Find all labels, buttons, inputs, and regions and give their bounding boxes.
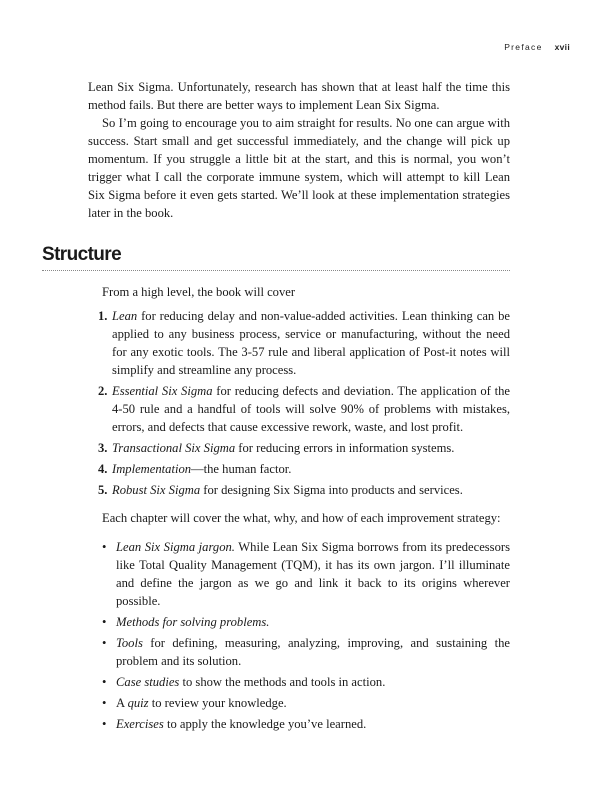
list-term: Lean: [112, 309, 138, 323]
bullet-icon: •: [102, 675, 107, 689]
list-number: 5.: [98, 483, 108, 497]
bullet-text: to apply the knowledge you’ve learned.: [163, 717, 367, 731]
list-term: Implementation: [112, 462, 192, 476]
list-text: —the human factor.: [191, 462, 292, 476]
bullet-text: While Lean Six Sigma borrows from its predecessors like Total Quality Management (TQM), it has its own jargon. I’ll illuminate and define the jargon as we go and link it back to its origins wherever possible.: [116, 540, 510, 608]
list-number: 3.: [98, 441, 108, 455]
bullet-term: Lean Six Sigma jargon.: [116, 540, 235, 554]
list-text: for reducing errors in information systems.: [235, 441, 455, 455]
list-number: 2.: [98, 384, 108, 398]
running-head-section: Preface: [504, 42, 543, 52]
list-term: Robust Six Sigma: [112, 483, 201, 497]
bullet-term: quiz: [127, 696, 149, 710]
list-item: [88, 439, 510, 457]
list-item: [88, 481, 510, 499]
bullet-text: to review your knowledge.: [148, 696, 287, 710]
intro-paragraph: From a high level, the book will cover: [102, 285, 296, 299]
bullet-item: [88, 673, 510, 691]
bullet-item: [88, 694, 510, 712]
continued-paragraph: Lean Six Sigma. Unfortunately, research has shown that at least half the time this method fails. But there are better ways to implement Lean Six Sigma.: [88, 80, 510, 112]
body-text-structure: [88, 283, 510, 736]
list-term: Essential Six Sigma: [112, 384, 213, 398]
section-heading: Structure: [42, 243, 510, 271]
bullet-term: Exercises: [116, 717, 164, 731]
list-text: for reducing delay and non-value-added activities. Lean thinking can be applied to any business process, service or manufacturing, without the need for any exotic tools. The 3-57 rule and liberal application of Post-it notes will simplify and streamline any process.: [112, 309, 510, 377]
bullet-icon: •: [102, 636, 107, 650]
bullet-list: [88, 538, 510, 733]
running-head: [504, 42, 570, 52]
bullet-icon: •: [102, 540, 107, 554]
paragraph: So I’m going to encourage you to aim straight for results. No one can argue with success. Start small and get successful immediately, and the change will pick up momentum. If you struggle a little bit at the start, and this is normal, you won’t trigger what I call the corporate immune system, which will attempt to kill Lean Six Sigma before it even gets started. We’ll look at these implementation strategies later in the book.: [88, 116, 510, 220]
bullet-item: [88, 613, 510, 631]
body-text-top: [88, 78, 510, 222]
page-number: xvii: [554, 42, 570, 52]
mid-paragraph: Each chapter will cover the what, why, and how of each improvement strategy:: [102, 511, 501, 525]
numbered-list: [88, 307, 510, 499]
bullet-item: [88, 538, 510, 610]
bullet-icon: •: [102, 696, 107, 710]
bullet-item: [88, 634, 510, 670]
list-number: 4.: [98, 462, 108, 476]
list-term: Transactional Six Sigma: [112, 441, 236, 455]
list-number: 1.: [98, 309, 108, 323]
bullet-item: [88, 715, 510, 733]
list-item: [88, 307, 510, 379]
bullet-term: Methods for solving problems.: [116, 615, 270, 629]
bullet-icon: •: [102, 615, 107, 629]
list-text: for reducing defects and deviation. The application of the 4-50 rule and a handful of tools will solve 90% of problems with mistakes, errors, and defects that cause excessive rework, waste, and lost profit.: [112, 384, 510, 434]
list-item: [88, 382, 510, 436]
bullet-icon: •: [102, 717, 107, 731]
bullet-term: Case studies: [116, 675, 180, 689]
list-item: [88, 460, 510, 478]
bullet-text: to show the methods and tools in action.: [179, 675, 386, 689]
bullet-text: for defining, measuring, analyzing, improving, and sustaining the problem and its solution.: [116, 636, 510, 668]
list-text: for designing Six Sigma into products and services.: [200, 483, 463, 497]
bullet-term: Tools: [116, 636, 143, 650]
bullet-prefix: A: [116, 696, 128, 710]
